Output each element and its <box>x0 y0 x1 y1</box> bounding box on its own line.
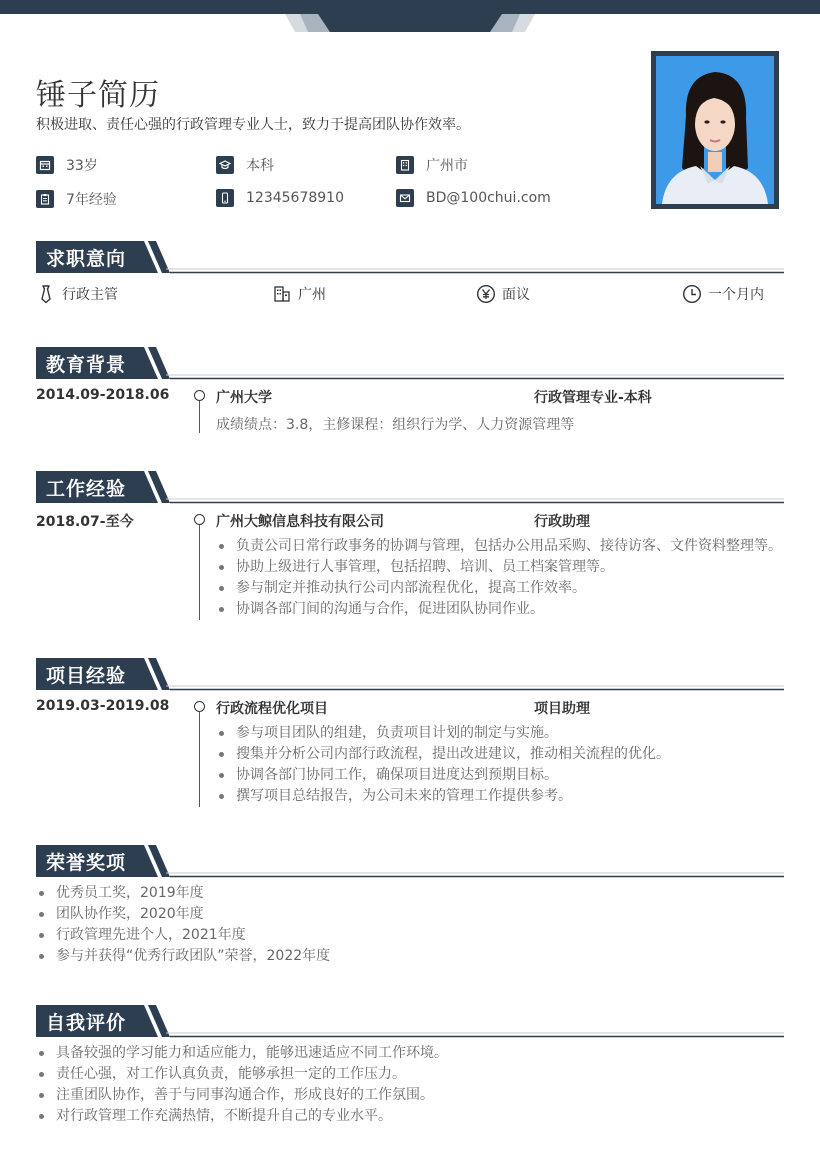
section-title: 求职意向 <box>46 248 127 270</box>
work-date: 2018.07-至今 <box>36 514 134 530</box>
yen-icon <box>476 284 496 304</box>
intent-availability-value: 一个月内 <box>708 287 764 303</box>
list-item: 注重团队协作，善于与同事沟通合作，形成良好的工作氛围。 <box>36 1085 448 1106</box>
education-major: 行政管理专业-本科 <box>534 390 652 406</box>
section-header-project <box>36 658 784 690</box>
intent-position-value: 行政主管 <box>62 287 118 303</box>
section-title: 工作经验 <box>46 478 127 500</box>
timeline-line <box>199 525 200 620</box>
graduation-cap-icon <box>216 156 234 174</box>
list-item: 撰写项目总结报告，为公司未来的管理工作提供参考。 <box>216 786 670 807</box>
self-evaluation-list <box>36 1043 448 1127</box>
list-item: 协调各部门协同工作，确保项目进度达到预期目标。 <box>216 765 670 786</box>
city-value: 广州市 <box>426 158 468 174</box>
profile-photo <box>656 56 774 204</box>
list-item: 对行政管理工作充满热情，不断提升自己的专业水平。 <box>36 1106 448 1127</box>
section-header-decoration <box>36 471 784 503</box>
project-role: 项目助理 <box>534 701 590 717</box>
experience-value: 7年经验 <box>66 192 117 208</box>
intent-salary <box>476 284 530 304</box>
list-item: 参与项目团队的组建，负责项目计划的制定与实施。 <box>216 723 670 744</box>
project-date: 2019.03-2019.08 <box>36 698 170 714</box>
timeline-line <box>199 712 200 807</box>
info-email <box>396 189 551 207</box>
info-phone <box>216 189 344 207</box>
section-header-decoration <box>36 845 784 877</box>
list-item: 行政管理先进个人，2021年度 <box>36 925 330 946</box>
clipboard-icon <box>36 190 54 208</box>
degree-value: 本科 <box>246 158 274 174</box>
intent-availability <box>682 284 764 304</box>
section-title: 荣誉奖项 <box>46 852 127 874</box>
intent-city <box>272 284 326 304</box>
list-item: 团队协作奖，2020年度 <box>36 904 330 925</box>
section-header-honors <box>36 845 784 877</box>
top-bar <box>0 0 820 14</box>
timeline-dot <box>194 390 205 401</box>
section-header-decoration <box>36 347 784 379</box>
age-value: 33岁 <box>66 158 98 174</box>
list-item: 具备较强的学习能力和适应能力，能够迅速适应不同工作环境。 <box>36 1043 448 1064</box>
list-item: 参与并获得“优秀行政团队”荣誉，2022年度 <box>36 946 330 967</box>
mail-icon <box>396 189 414 207</box>
project-duties-list <box>216 723 670 807</box>
city-icon <box>272 284 292 304</box>
timeline-dot <box>194 514 205 525</box>
top-decoration <box>0 14 820 32</box>
phone-icon <box>216 189 234 207</box>
intent-city-value: 广州 <box>298 287 326 303</box>
list-item: 搜集并分析公司内部行政流程，提出改进建议，推动相关流程的优化。 <box>216 744 670 765</box>
section-title: 项目经验 <box>46 665 127 687</box>
section-header-intent <box>36 241 784 273</box>
section-header-decoration <box>36 658 784 690</box>
email-value[interactable]: BD@100chui.com <box>426 190 551 206</box>
list-item: 协助上级进行人事管理，包括招聘、培训、员工档案管理等。 <box>216 557 782 578</box>
work-duties-list <box>216 536 782 620</box>
info-city <box>396 155 468 175</box>
building-icon <box>396 156 414 174</box>
info-degree <box>216 155 274 175</box>
section-header-self <box>36 1005 784 1037</box>
project-name: 行政流程优化项目 <box>216 701 328 717</box>
list-item: 负责公司日常行政事务的协调与管理，包括办公用品采购、接待访客、文件资料整理等。 <box>216 536 782 557</box>
tagline: 积极进取、责任心强的行政管理专业人士，致力于提高团队协作效率。 <box>36 117 470 133</box>
clock-icon <box>682 284 702 304</box>
resume-name: 锤子简历 <box>36 78 160 113</box>
section-header-work <box>36 471 784 503</box>
info-age <box>36 155 98 175</box>
work-role: 行政助理 <box>534 514 590 530</box>
section-header-decoration <box>36 241 784 273</box>
section-title: 自我评价 <box>46 1012 127 1034</box>
timeline-line <box>199 401 200 433</box>
education-detail: 成绩绩点：3.8，主修课程：组织行为学、人力资源管理等 <box>216 417 575 433</box>
section-title: 教育背景 <box>46 354 127 376</box>
timeline-dot <box>194 701 205 712</box>
profile-photo-frame <box>651 51 779 209</box>
intent-salary-value: 面议 <box>502 287 530 303</box>
list-item: 优秀员工奖，2019年度 <box>36 883 330 904</box>
education-date: 2014.09-2018.06 <box>36 387 170 403</box>
tie-icon <box>36 284 56 304</box>
intent-position <box>36 284 118 304</box>
list-item: 协调各部门间的沟通与合作，促进团队协同作业。 <box>216 599 782 620</box>
section-header-education <box>36 347 784 379</box>
list-item: 参与制定并推动执行公司内部流程优化，提高工作效率。 <box>216 578 782 599</box>
section-header-decoration <box>36 1005 784 1037</box>
calendar-icon <box>36 156 54 174</box>
info-experience <box>36 189 117 209</box>
phone-value[interactable]: 12345678910 <box>246 190 344 206</box>
education-school: 广州大学 <box>216 390 272 406</box>
work-company: 广州大鲸信息科技有限公司 <box>216 514 384 530</box>
list-item: 责任心强，对工作认真负责，能够承担一定的工作压力。 <box>36 1064 448 1085</box>
honors-list <box>36 883 330 967</box>
